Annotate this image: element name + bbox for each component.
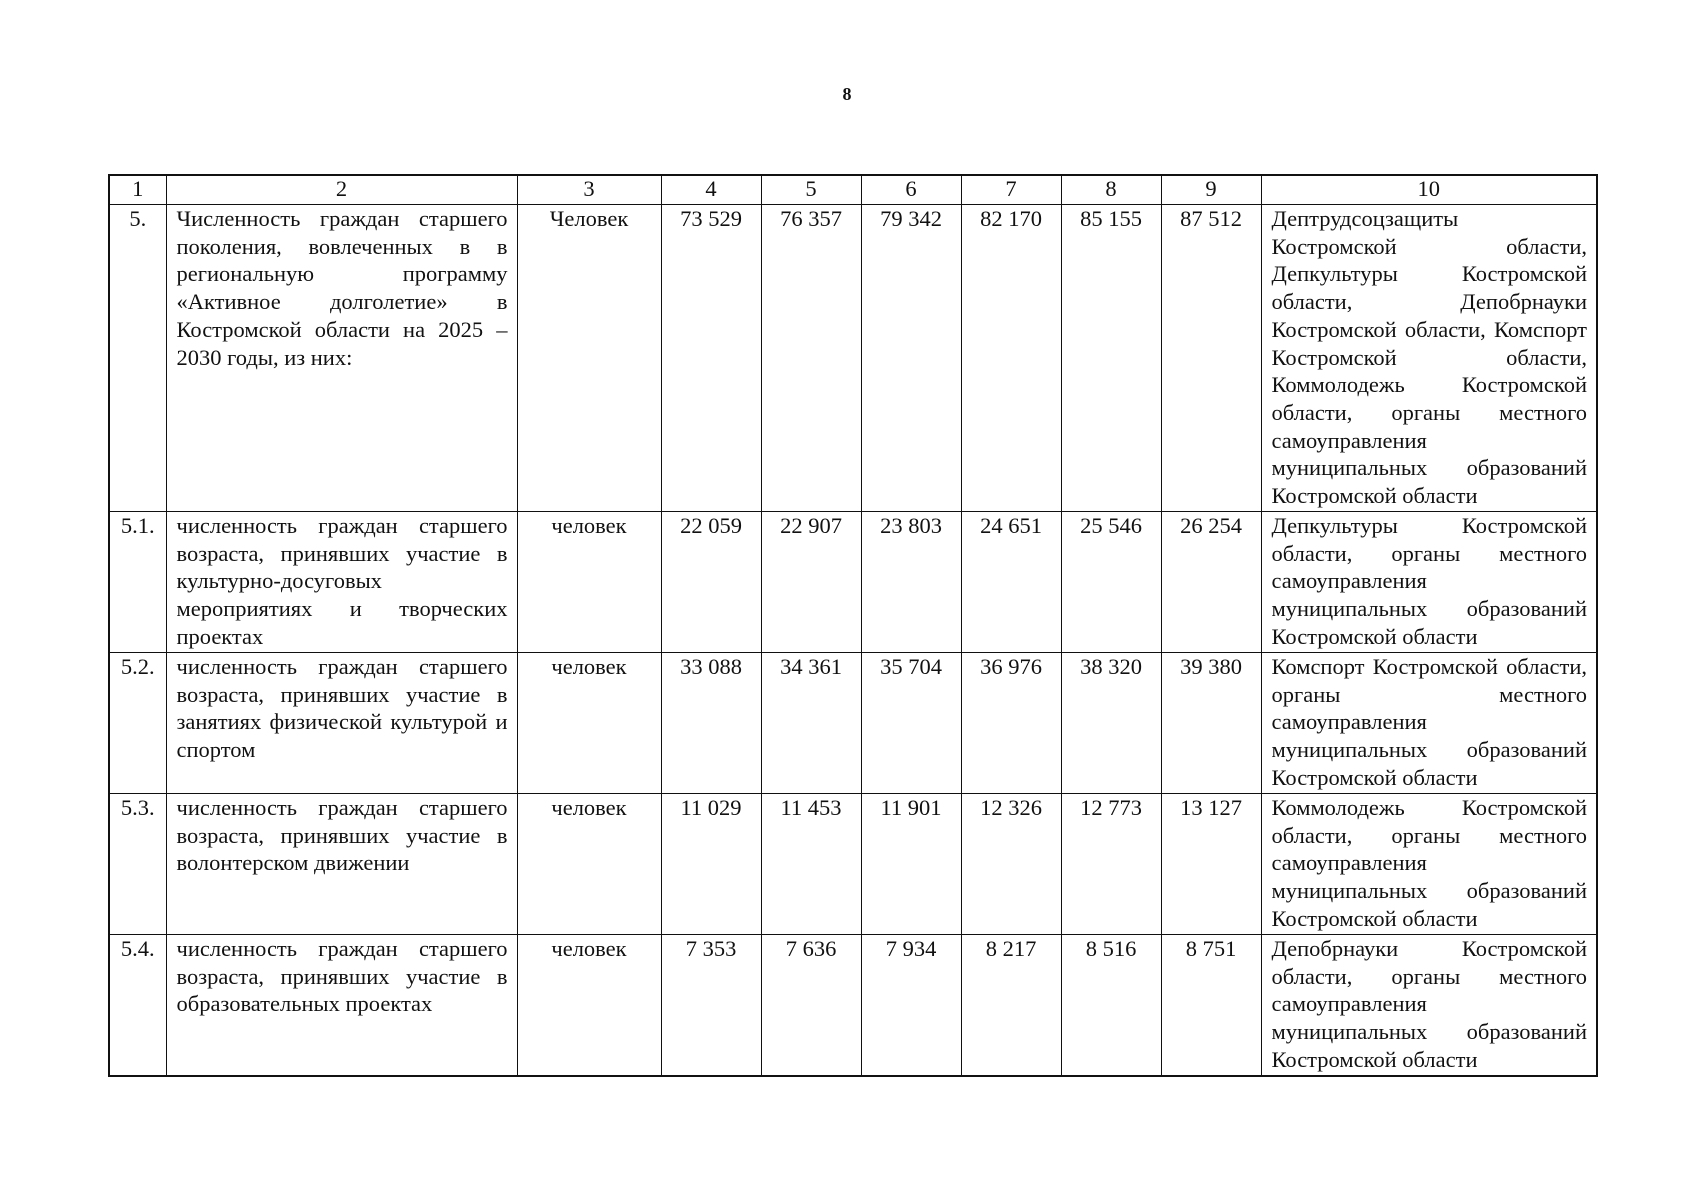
value-cell: 22 907: [761, 512, 861, 653]
value-cell: 7 353: [661, 935, 761, 1077]
indicator-name: численность граждан старшего возраста, принявших участие в образовательных проектах: [166, 935, 517, 1077]
value-cell: 33 088: [661, 653, 761, 794]
unit-cell: человек: [517, 512, 661, 653]
unit-cell: человек: [517, 935, 661, 1077]
value-cell: 39 380: [1161, 653, 1261, 794]
value-cell: 26 254: [1161, 512, 1261, 653]
unit-cell: человек: [517, 653, 661, 794]
value-cell: 36 976: [961, 653, 1061, 794]
header-cell: 8: [1061, 175, 1161, 205]
responsible-cell: Депобрнауки Костромской области, органы местного самоуправления муниципальных образований Костромской области: [1261, 935, 1597, 1077]
responsible-cell: Комспорт Костромской области, органы местного самоуправления муниципальных образований Костромской области: [1261, 653, 1597, 794]
value-cell: 12 773: [1061, 794, 1161, 935]
value-cell: 85 155: [1061, 205, 1161, 512]
unit-cell: Человек: [517, 205, 661, 512]
page-number: 8: [842, 84, 852, 104]
value-cell: 8 751: [1161, 935, 1261, 1077]
unit-cell: человек: [517, 794, 661, 935]
value-cell: 87 512: [1161, 205, 1261, 512]
header-cell: 10: [1261, 175, 1597, 205]
table-row: [109, 653, 1597, 794]
row-number: 5.1.: [109, 512, 166, 653]
value-cell: 11 901: [861, 794, 961, 935]
value-cell: 82 170: [961, 205, 1061, 512]
indicator-name: численность граждан старшего возраста, принявших участие в занятиях физической культурой и спортом: [166, 653, 517, 794]
header-cell: 3: [517, 175, 661, 205]
value-cell: 79 342: [861, 205, 961, 512]
value-cell: 8 217: [961, 935, 1061, 1077]
row-number: 5.3.: [109, 794, 166, 935]
row-number: 5.4.: [109, 935, 166, 1077]
header-cell: 5: [761, 175, 861, 205]
value-cell: 73 529: [661, 205, 761, 512]
indicator-name: численность граждан старшего возраста, принявших участие в культурно-досуговых мероприятиях и творческих проектах: [166, 512, 517, 653]
table-header-row: [109, 175, 1597, 205]
header-cell: 1: [109, 175, 166, 205]
value-cell: 12 326: [961, 794, 1061, 935]
value-cell: 11 029: [661, 794, 761, 935]
header-cell: 6: [861, 175, 961, 205]
responsible-cell: Коммолодежь Костромской области, органы местного самоуправления муниципальных образований Костромской области: [1261, 794, 1597, 935]
indicator-name: Численность граждан старшего поколения, вовлеченных в в региональную программу «Активное долголетие» в Костромской области на 2025 – 2030 годы, из них:: [166, 205, 517, 512]
row-number: 5.2.: [109, 653, 166, 794]
value-cell: 7 934: [861, 935, 961, 1077]
value-cell: 23 803: [861, 512, 961, 653]
table-row: [109, 205, 1597, 512]
header-cell: 4: [661, 175, 761, 205]
value-cell: 13 127: [1161, 794, 1261, 935]
indicators-table: [108, 174, 1598, 1077]
table-row: [109, 935, 1597, 1077]
value-cell: 7 636: [761, 935, 861, 1077]
responsible-cell: Дептрудсоцзащиты Костромской области, Депкультуры Костромской области, Депобрнауки Костромской области, Комспорт Костромской области, Коммолодежь Костромской области, органы местного самоуправления муниципальных образований Костромской области: [1261, 205, 1597, 512]
value-cell: 38 320: [1061, 653, 1161, 794]
header-cell: 9: [1161, 175, 1261, 205]
row-number: 5.: [109, 205, 166, 512]
value-cell: 25 546: [1061, 512, 1161, 653]
value-cell: 8 516: [1061, 935, 1161, 1077]
value-cell: 22 059: [661, 512, 761, 653]
value-cell: 35 704: [861, 653, 961, 794]
value-cell: 34 361: [761, 653, 861, 794]
indicator-name: численность граждан старшего возраста, принявших участие в волонтерском движении: [166, 794, 517, 935]
header-cell: 2: [166, 175, 517, 205]
table-row: [109, 794, 1597, 935]
responsible-cell: Депкультуры Костромской области, органы местного самоуправления муниципальных образований Костромской области: [1261, 512, 1597, 653]
value-cell: 76 357: [761, 205, 861, 512]
table-row: [109, 512, 1597, 653]
value-cell: 11 453: [761, 794, 861, 935]
header-cell: 7: [961, 175, 1061, 205]
value-cell: 24 651: [961, 512, 1061, 653]
